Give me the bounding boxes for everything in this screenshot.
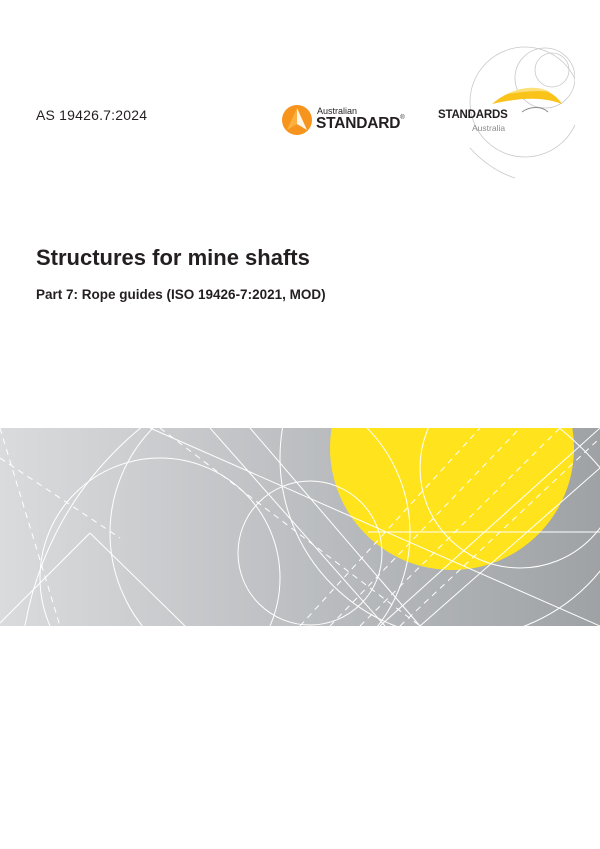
registered-mark: ®	[400, 115, 405, 121]
document-subtitle: Part 7: Rope guides (ISO 19426-7:2021, MOD)	[36, 287, 326, 302]
document-number: AS 19426.7:2024	[36, 107, 148, 123]
logo-big-text: STANDARD®	[316, 115, 405, 132]
australian-standard-mark-icon	[281, 101, 313, 137]
document-title: Structures for mine shafts	[36, 245, 310, 270]
australia-wordmark: Australia	[472, 123, 506, 133]
australian-standard-logo	[281, 101, 405, 141]
standards-australia-logo	[430, 40, 575, 185]
standards-wordmark: STANDARDS	[438, 109, 508, 121]
logo-small-text: Australian	[317, 106, 358, 116]
decorative-geometric-band	[0, 428, 600, 626]
